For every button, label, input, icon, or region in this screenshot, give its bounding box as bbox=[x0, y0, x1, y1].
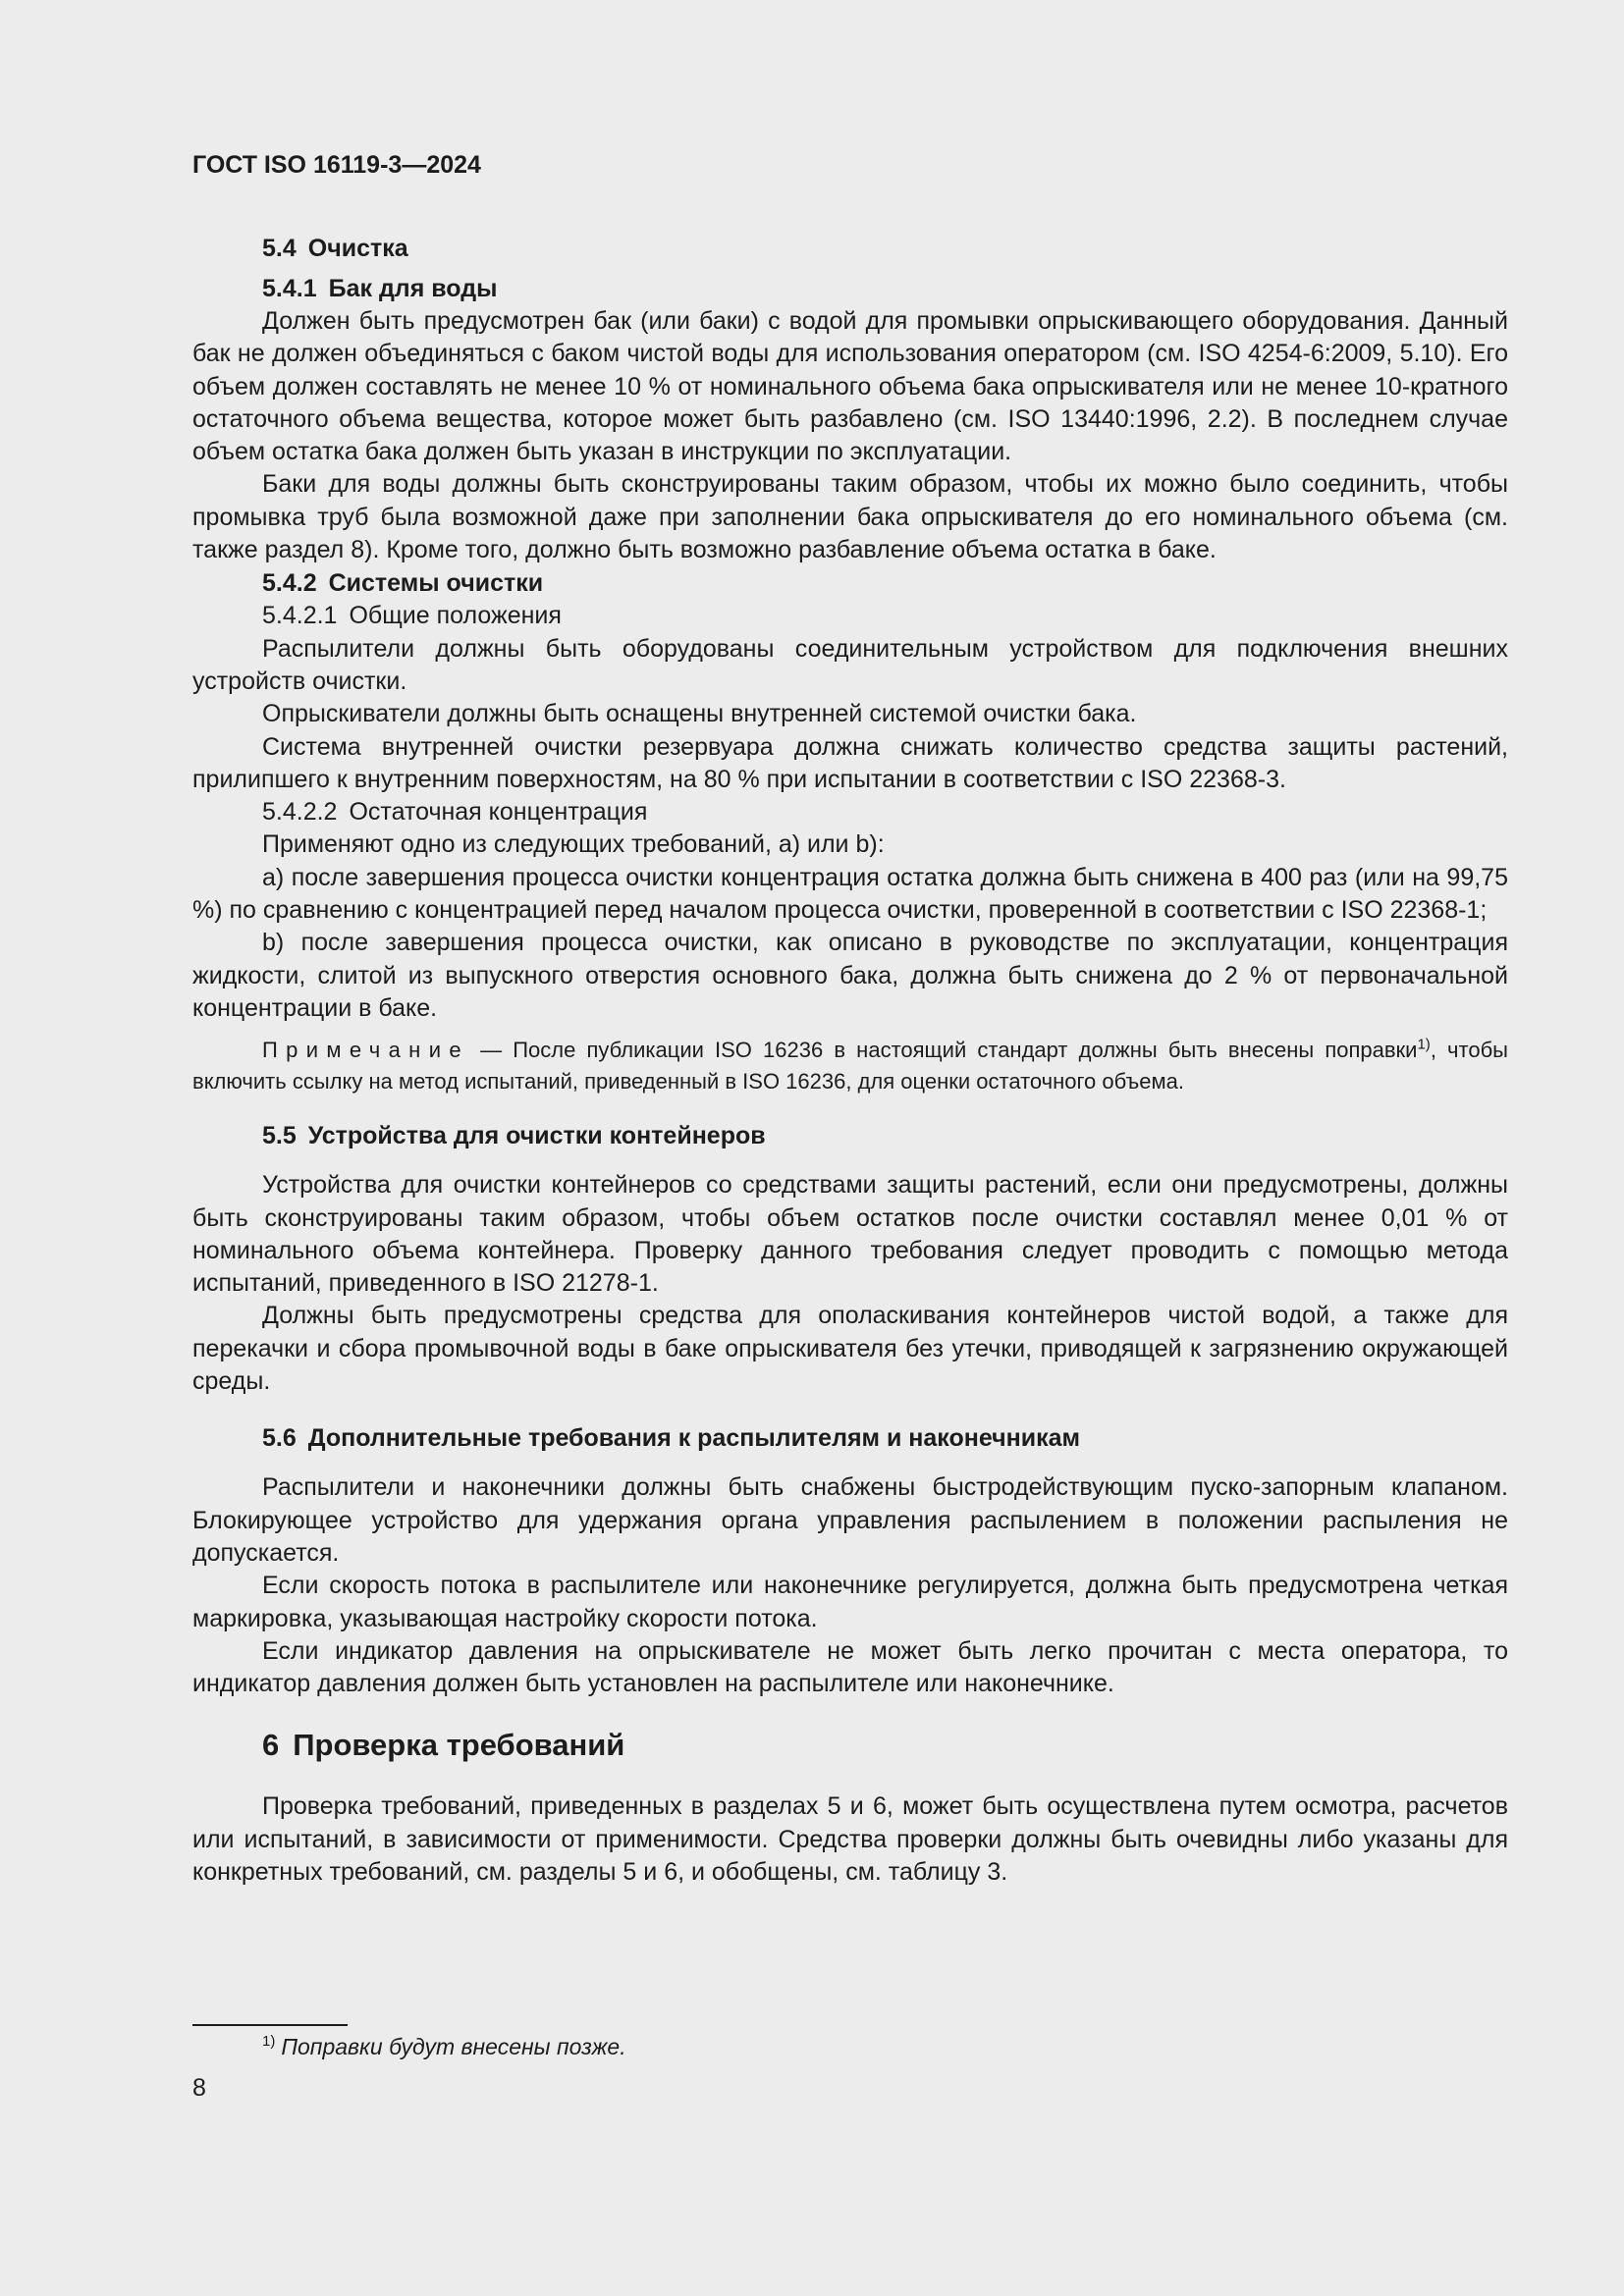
paragraph: Система внутренней очистки резервуара должна снижать количество средства защиты растений, прилипшего к внутренним поверхностям, на 80 % при испытании в соответствии с ISO 22368-3. bbox=[192, 732, 1508, 793]
paragraph: Устройства для очистки контейнеров со средствами защиты растений, если они предусмотрены, должны быть сконструированы таким образом, чтобы объем остатков после очистки составлял менее 0,01 % от номинального объема контейнера. Проверку данного требования следует проводить с помощью метода испытаний, приведенного в ISO 21278-1. bbox=[192, 1171, 1508, 1298]
section-5-6-heading bbox=[192, 1421, 1508, 1455]
section-title: Общие положения bbox=[349, 602, 562, 630]
section-number: 5.4.2.2 bbox=[262, 798, 338, 827]
paragraph: Распылители и наконечники должны быть снабжены быстродействующим пуско-запорным клапаном. Блокирующее устройство для удержания органа управления распылением в положении распыления не допускается. bbox=[192, 1473, 1508, 1567]
paragraph: Проверка требований, приведенных в разделах 5 и 6, может быть осуществлена путем осмотра, расчетов или испытаний, в зависимости от применимости. Средства проверки должны быть очевидны либо указаны для конкретных требований, см. разделы 5 и 6, и обобщены, см. таблицу 3. bbox=[192, 1792, 1508, 1886]
paragraph: Если скорость потока в распылителе или наконечнике регулируется, должна быть предусмотрена четкая маркировка, указывающая настройку скорости потока. bbox=[192, 1572, 1508, 1632]
section-title: Устройства для очистки контейнеров bbox=[307, 1122, 766, 1150]
document-header: ГОСТ ISO 16119-3—2024 bbox=[192, 151, 481, 179]
paragraph: Баки для воды должны быть сконструированы таким образом, чтобы их можно было соединить, чтобы промывка труб была возможной даже при заполнении бака опрыскивателя до его номинального объема (см. также раздел 8). Кроме того, должно быть возможно разбавление объема остатка в баке. bbox=[192, 470, 1508, 564]
footnote-reference: 1) bbox=[1417, 1036, 1431, 1053]
paragraph: Если индикатор давления на опрыскивателе не может быть легко прочитан с места оператора, то индикатор давления должен быть установлен на распылителе или наконечнике. bbox=[192, 1636, 1508, 1698]
paragraph: Опрыскиватели должны быть оснащены внутренней системой очистки бака. bbox=[262, 700, 1137, 728]
list-item-b: b) после завершения процесса очистки, как описано в руководстве по эксплуатации, концентрация жидкости, слитой из выпускного отверстия основного бака, должна быть снижена до 2 % от первоначальной концентрации в баке. bbox=[192, 929, 1508, 1022]
paragraph: Применяют одно из следующих требований, а) или b): bbox=[262, 830, 885, 859]
paragraph: Должны быть предусмотрены средства для ополаскивания контейнеров чистой водой, а также для перекачки и сбора промывочной воды в баке опрыскивателя без утечки, приводящей к загрязнению окружающей среды. bbox=[192, 1302, 1508, 1396]
note-text-continued: , чтобы включить ссылку на метод испытаний, приведенный в ISO 16236, для оценки остаточного объема. bbox=[192, 1038, 1508, 1095]
section-title: Остаточная концентрация bbox=[349, 798, 648, 827]
section-number: 5.4.2 bbox=[262, 569, 317, 598]
section-number: 5.6 bbox=[262, 1424, 297, 1453]
section-title: Дополнительные требования к распылителям и наконечникам bbox=[307, 1424, 1081, 1453]
footnote-divider bbox=[192, 2024, 348, 2026]
footnote-text: Поправки будут внесены позже. bbox=[281, 2034, 626, 2059]
section-number: 5.4.1 bbox=[262, 275, 317, 302]
section-5-5-heading bbox=[192, 1119, 1508, 1152]
section-title: Бак для воды bbox=[328, 275, 498, 302]
footnote bbox=[262, 2030, 626, 2063]
section-number: 5.5 bbox=[262, 1122, 297, 1150]
list-item-a: а) после завершения процесса очистки концентрация остатка должна быть снижена в 400 раз (или на 99,75 %) по сравнению с концентрацией перед началом процесса очистки, проверенной в соответствии с ISO 22368-1; bbox=[192, 863, 1508, 925]
document-page bbox=[192, 145, 1508, 1889]
section-5-4-heading bbox=[192, 232, 1508, 265]
section-number: 6 bbox=[262, 1728, 280, 1763]
note-label: Примечание bbox=[262, 1038, 469, 1063]
section-title: Очистка bbox=[307, 235, 408, 262]
section-number: 5.4 bbox=[262, 235, 297, 262]
paragraph: Должен быть предусмотрен бак (или баки) с водой для промывки опрыскивающего оборудования. Данный бак не должен объединяться с баком чистой воды для использования оператором (см. ISO 4254-6:2009, 5.10). Его объем должен составлять не менее 10 % от номинального объема бака опрыскивателя или не менее 10-кратного остаточного объема вещества, которое может быть разбавлено (см. ISO 13440:1996, 2.2). В последнем случае объем остатка бака должен быть указан в инструкции по эксплуатации. bbox=[192, 307, 1508, 466]
section-title: Системы очистки bbox=[328, 569, 544, 598]
note-text: — После публикации ISO 16236 в настоящий стандарт должны быть внесены поправки bbox=[468, 1038, 1418, 1063]
note bbox=[192, 1035, 1508, 1097]
footnote-mark: 1) bbox=[262, 2033, 276, 2051]
section-5-4-2-2-heading bbox=[192, 796, 1508, 828]
page-number: 8 bbox=[192, 2074, 206, 2102]
section-6-heading bbox=[192, 1722, 1508, 1769]
paragraph: Распылители должны быть оборудованы соединительным устройством для подключения внешних устройств очистки. bbox=[192, 634, 1508, 695]
section-title: Проверка требований bbox=[293, 1728, 625, 1763]
section-5-4-2-heading bbox=[192, 566, 1508, 600]
section-5-4-2-1-heading bbox=[192, 600, 1508, 632]
section-5-4-1-heading bbox=[192, 272, 1508, 305]
section-number: 5.4.2.1 bbox=[262, 602, 338, 630]
